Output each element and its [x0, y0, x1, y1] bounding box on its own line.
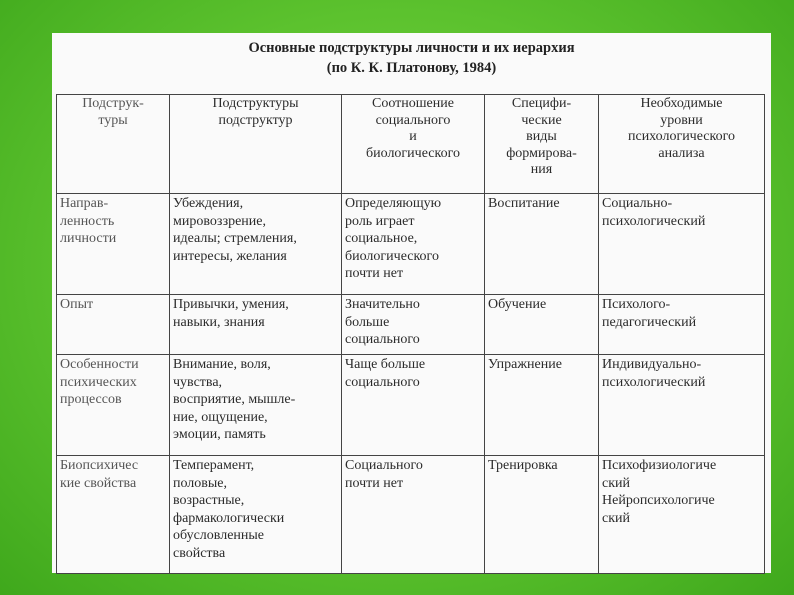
document-sheet — [52, 33, 771, 573]
table-cell: Биопсихичес кие свойства — [57, 456, 170, 574]
substructures-table — [56, 94, 765, 574]
table-cell: Убеждения, мировоззрение, идеалы; стремления, интересы, желания — [170, 194, 342, 295]
table-row — [57, 456, 765, 574]
table-cell: Направ- ленность личности — [57, 194, 170, 295]
table-row — [57, 355, 765, 456]
table-cell: Социального почти нет — [342, 456, 485, 574]
table-header-row — [57, 95, 765, 194]
table-cell: Особенности психических процессов — [57, 355, 170, 456]
column-header: Подструктуры подструктур — [170, 95, 342, 194]
title-line-1: Основные подструктуры личности и их иерархия — [248, 40, 575, 56]
table-cell: Значительно больше социального — [342, 295, 485, 355]
table-cell: Социально- психологический — [599, 194, 765, 295]
table-cell: Внимание, воля, чувства, восприятие, мышле- ние, ощущение, эмоции, память — [170, 355, 342, 456]
column-header: Соотношение социального и биологического — [342, 95, 485, 194]
table-cell: Чаще больше социального — [342, 355, 485, 456]
table-cell: Обучение — [485, 295, 599, 355]
title-line-2: (по К. К. Платонову, 1984) — [326, 60, 497, 76]
table-cell: Опыт — [57, 295, 170, 355]
table-cell: Упражнение — [485, 355, 599, 456]
table-row — [57, 295, 765, 355]
column-header: Подструк- туры — [57, 95, 170, 194]
table-cell: Темперамент, половые, возрастные, фармакологически обусловленные свойства — [170, 456, 342, 574]
table-cell: Психофизиологиче ский Нейропсихологиче ский — [599, 456, 765, 574]
table-cell: Определяющую роль играет социальное, биологического почти нет — [342, 194, 485, 295]
table-cell: Тренировка — [485, 456, 599, 574]
table-cell: Привычки, умения, навыки, знания — [170, 295, 342, 355]
column-header: Специфи- ческие виды формирова- ния — [485, 95, 599, 194]
table-cell: Психолого- педагогический — [599, 295, 765, 355]
table-cell: Индивидуально- психологический — [599, 355, 765, 456]
table-cell: Воспитание — [485, 194, 599, 295]
document-title — [52, 38, 771, 78]
column-header: Необходимые уровни психологического анализа — [599, 95, 765, 194]
table-row — [57, 194, 765, 295]
